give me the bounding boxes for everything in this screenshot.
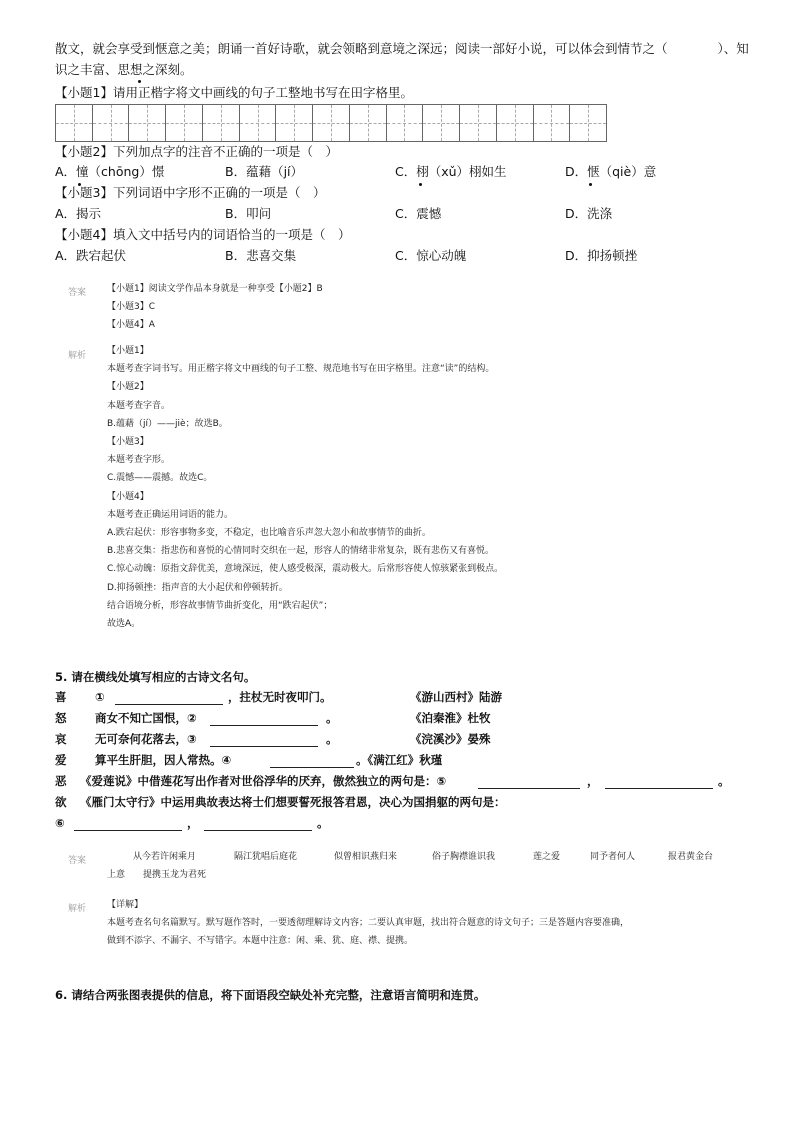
- answer-item: 报君黄金台: [668, 852, 714, 862]
- answer-item: 从今若许闲乘月: [133, 852, 197, 862]
- answer-blank-3[interactable]: [210, 745, 318, 747]
- q5-title: 5. 请在横线处填写相应的古诗文名句。: [55, 670, 256, 684]
- analysis-line: C.惊心动魄：原指文辞优美，意境深远，使人感受极深，震动极大。后常形容使人惊骇紧张到极点。: [107, 564, 504, 575]
- answer-item: 同予者何人: [590, 852, 636, 862]
- answer-line: 【小题1】阅读文学作品本身就是一种享受【小题2】B: [107, 284, 323, 294]
- grid-cell[interactable]: [203, 105, 240, 141]
- q5-text: 。: [326, 711, 338, 725]
- grid-cell[interactable]: [313, 105, 350, 141]
- intro-line-1: 散文，就会享受到惬意之美；朗诵一首好诗歌，就会领略到意境之深远；阅读一部好小说，可以体会到情节之（ ）、知: [55, 41, 749, 56]
- analysis-line: 故选A。: [107, 619, 141, 629]
- grid-cell[interactable]: [387, 105, 424, 141]
- q3-option-c[interactable]: C．震憾: [395, 206, 442, 221]
- answer-line: 【小题4】A: [107, 320, 155, 330]
- q5-text: 。: [317, 816, 329, 830]
- q5-source: 《游山西村》陆游: [410, 690, 502, 704]
- analysis-line: 【小题1】: [107, 346, 149, 356]
- q4-option-c[interactable]: C．惊心动魄: [395, 248, 467, 263]
- answer-item: 俗子胸襟谁识我: [432, 852, 496, 862]
- analysis-line: 结合语境分析，形容故事情节曲折变化，用“跌宕起伏”；: [107, 600, 333, 611]
- analysis-line: C.震憾——震撼。故选C。: [107, 473, 213, 484]
- grid-cell[interactable]: [534, 105, 571, 141]
- grid-cell[interactable]: [166, 105, 203, 141]
- grid-cell[interactable]: [129, 105, 166, 141]
- analysis-line: 本题考查字词书写。用正楷字将文中画线的句子工整、规范地书写在田字格里。注意“读”的结构。: [107, 364, 495, 375]
- answer-item: 隔江犹唱后庭花: [234, 852, 298, 862]
- analysis-line: 本题考查字音。: [107, 400, 171, 411]
- answer-blank-6a[interactable]: [74, 829, 182, 831]
- q4-option-a[interactable]: A．跌宕起伏: [55, 248, 127, 263]
- q5-side-char: 恶: [55, 774, 67, 788]
- q5-text: ①: [95, 690, 105, 704]
- analysis-line: 【详解】: [107, 900, 144, 910]
- answer-blank-5a[interactable]: [478, 787, 580, 789]
- q5-side-char: 喜: [55, 690, 67, 704]
- analysis-label: 解析: [68, 351, 87, 361]
- q4-option-b[interactable]: B．悲喜交集: [225, 248, 297, 263]
- q2-option-a[interactable]: A．憧（chōng）憬: [55, 164, 165, 179]
- q5-source: 《浣溪沙》晏殊: [410, 732, 491, 746]
- q5-text: 《雁门太守行》中运用典故表达将士们想要誓死报答君恩，决心为国捐躯的两句是：: [80, 795, 506, 809]
- analysis-line: B.蕴藉（jí）——jiè；故选B。: [107, 418, 228, 429]
- answer-line: 上意 提携玉龙为君死: [107, 870, 207, 880]
- analysis-line: 本题考查正确运用词语的能力。: [107, 509, 234, 520]
- analysis-label: 解析: [68, 904, 87, 914]
- q5-side-char: 爱: [55, 753, 67, 767]
- q2-option-c[interactable]: C．栩（xǔ）栩如生: [395, 164, 507, 179]
- grid-cell[interactable]: [423, 105, 460, 141]
- intro-line-2: 识之丰富、思想之深刻。: [55, 62, 193, 77]
- q5-text: ⑥: [55, 816, 65, 830]
- q5-text: 。: [718, 774, 730, 788]
- analysis-line: 【小题4】: [107, 491, 149, 502]
- grid-cell[interactable]: [497, 105, 534, 141]
- q5-source: 《泊秦淮》杜牧: [410, 711, 491, 725]
- q5-text: ，拄杖无时夜叩门。: [228, 690, 332, 704]
- analysis-line: D.抑扬顿挫：指声音的大小起伏和停顿转折。: [107, 582, 288, 593]
- grid-cell[interactable]: [240, 105, 277, 141]
- q3-option-b[interactable]: B．叩问: [225, 206, 272, 221]
- q2-title: 【小题2】下列加点字的注音不正确的一项是（ ）: [55, 144, 338, 159]
- q5-side-char: 哀: [55, 732, 67, 746]
- q3-option-d[interactable]: D．洗涤: [565, 206, 613, 221]
- answer-label: 答案: [68, 288, 87, 298]
- grid-cell[interactable]: [276, 105, 313, 141]
- q5-text: 。《满江红》秋瑾: [356, 753, 443, 767]
- q5-text: 商女不知亡国恨，②: [95, 711, 197, 725]
- emphasis-dot: [589, 183, 592, 186]
- answer-blank-4[interactable]: [270, 766, 354, 768]
- analysis-line: A.跌宕起伏：形容事物多变，不稳定，也比喻音乐声忽大忽小和故事情节的曲折。: [107, 528, 431, 538]
- q1-title: 【小题1】请用正楷字将文中画线的句子工整地书写在田字格里。: [55, 85, 413, 100]
- answer-item: 似曾相识燕归来: [334, 852, 398, 862]
- q4-title: 【小题4】填入文中括号内的词语恰当的一项是（ ）: [55, 227, 351, 242]
- q3-option-a[interactable]: A．揭示: [55, 206, 102, 221]
- analysis-line: 做到不添字、不漏字、不写错字。本题中注意：闲、乘、犹、庭、襟、提携。: [107, 936, 414, 946]
- emphasis-dot: [138, 80, 141, 83]
- answer-label: 答案: [68, 856, 87, 866]
- q3-title: 【小题3】下列词语中字形不正确的一项是（ ）: [55, 185, 326, 200]
- grid-cell[interactable]: [460, 105, 497, 141]
- grid-cell[interactable]: [56, 105, 93, 141]
- answer-blank-2[interactable]: [210, 724, 318, 726]
- analysis-line: 本题考查字形。: [107, 455, 171, 466]
- grid-cell[interactable]: [93, 105, 130, 141]
- q5-text: 算平生肝胆，因人常热。④: [95, 753, 232, 767]
- q2-option-b[interactable]: B．蕴藉（jí）: [225, 164, 304, 179]
- q5-text: ，: [187, 816, 199, 830]
- q2-option-d[interactable]: D．惬（qiè）意: [565, 164, 657, 179]
- answer-item: 莲之爱: [533, 852, 561, 862]
- analysis-line: 本题考查名句名篇默写。默写题作答时，一要透彻理解诗文内容；二要认真审题，找出符合题意的诗文句子；三是答题内容要准确，: [107, 918, 630, 928]
- analysis-line: 【小题3】: [107, 437, 149, 447]
- q5-side-char: 怒: [55, 711, 67, 725]
- answer-blank-1[interactable]: [115, 703, 223, 705]
- q5-text: ，: [587, 774, 599, 788]
- q5-text: 《爱莲说》中借莲花写出作者对世俗浮华的厌弃，傲然独立的两句是：⑤: [80, 774, 447, 788]
- grid-cell[interactable]: [570, 105, 606, 141]
- answer-blank-6b[interactable]: [204, 829, 312, 831]
- answer-line: 【小题3】C: [107, 302, 156, 312]
- grid-cell[interactable]: [350, 105, 387, 141]
- writing-grid[interactable]: [55, 104, 607, 142]
- analysis-line: B.悲喜交集：指悲伤和喜悦的心情同时交织在一起，形容人的情绪非常复杂，既有悲伤又有喜悦。: [107, 546, 495, 557]
- q5-text: 。: [326, 732, 338, 746]
- q5-text: 无可奈何花落去，③: [95, 732, 197, 746]
- emphasis-dot: [419, 183, 422, 186]
- q5-side-char: 欲: [55, 795, 67, 809]
- q6-title: 6. 请结合两张图表提供的信息，将下面语段空缺处补充完整，注意语言简明和连贯。: [55, 988, 486, 1002]
- analysis-line: 【小题2】: [107, 382, 149, 393]
- answer-blank-5b[interactable]: [605, 787, 713, 789]
- q4-option-d[interactable]: D．抑扬顿挫: [565, 248, 638, 263]
